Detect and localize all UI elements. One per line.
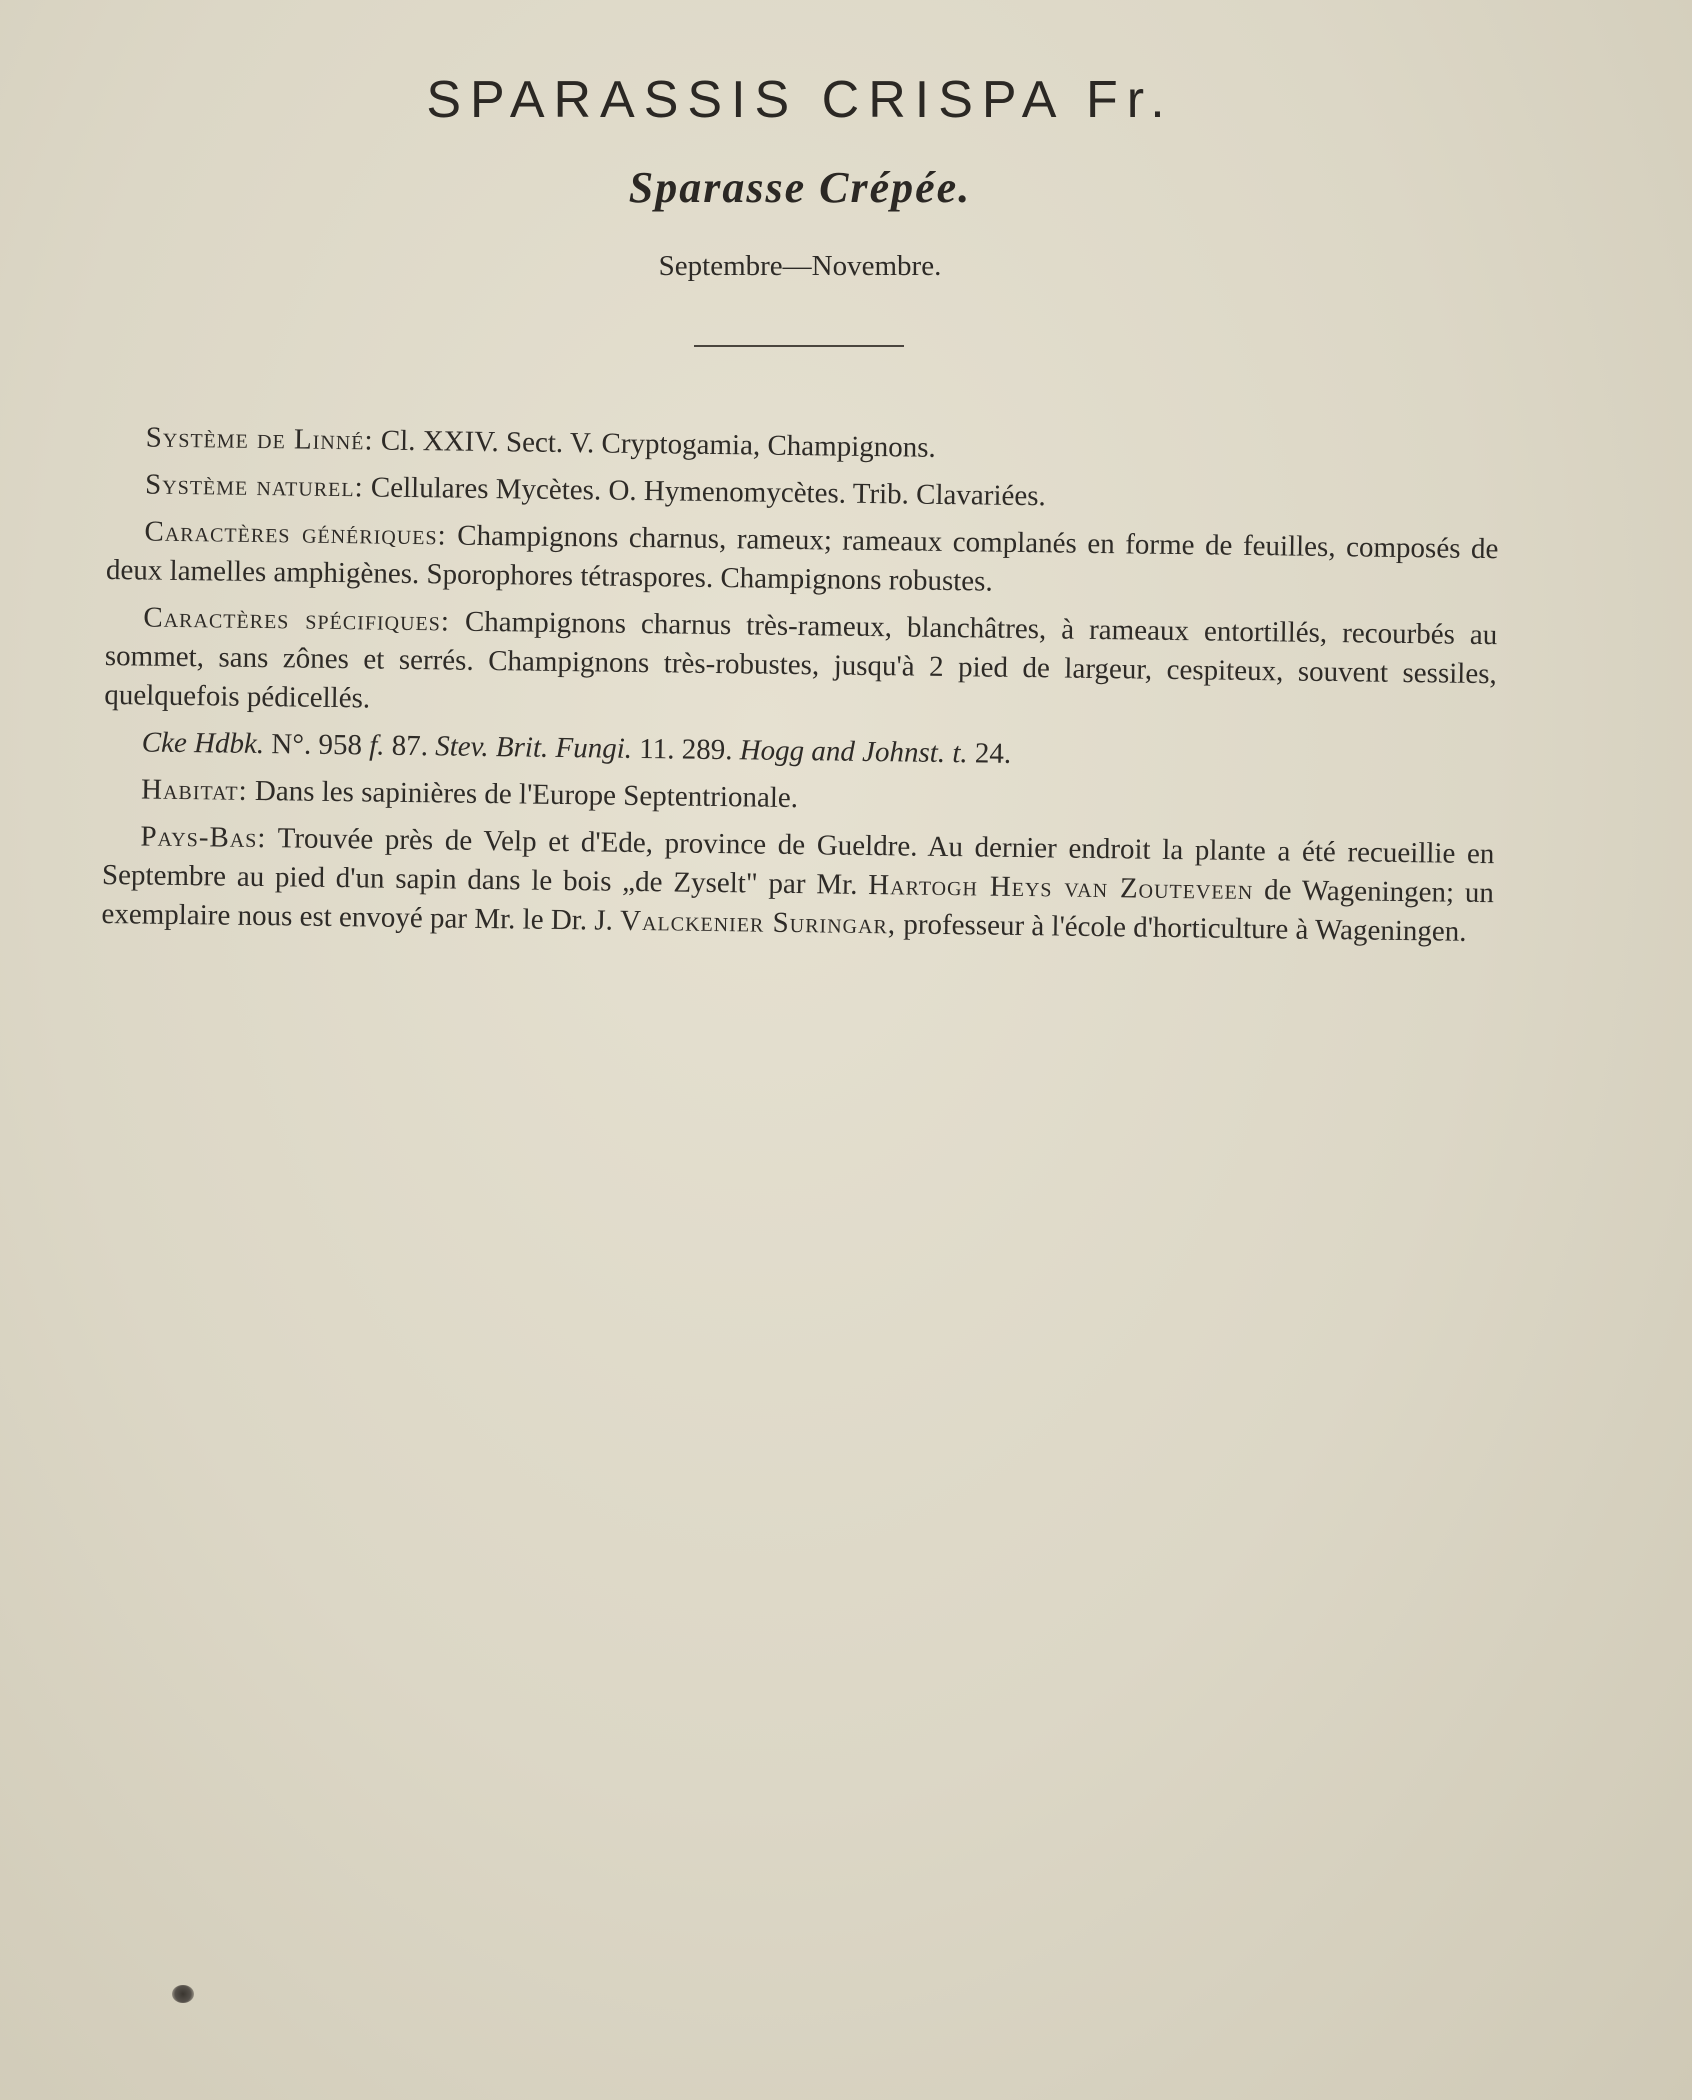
description-body xyxy=(101,418,1500,960)
text-naturel: Cellulares Mycètes. O. Hymenomycètes. Trib. Clavariées. xyxy=(370,471,1046,513)
text-paysbas-2: de Wageningen; un exemplaire nous est envoyé par Mr. le Dr. J. xyxy=(101,874,1495,937)
ref-cooke-fnum: 87. xyxy=(391,729,429,763)
text-habitat: Dans les sapinières de l'Europe Septentrionale. xyxy=(254,774,799,815)
paragraph-generiques xyxy=(106,512,1499,608)
ref-stevenson: Stev. Brit. Fungi. xyxy=(435,730,633,765)
text-paysbas-1: Trouvée près de Velp et d'Ede, province de Gueldre. Au dernier endroit la plante a été recueillie en Septembre au pied d'un sapin dans le bois „de Zyselt" par Mr. xyxy=(101,822,1495,901)
label-naturel: Système naturel: xyxy=(144,468,364,504)
paragraph-specifiques xyxy=(104,598,1497,733)
label-linne: Système de Linné: xyxy=(145,421,374,457)
paragraph-habitat xyxy=(103,770,1495,827)
name-hartogh: Hartogh Heys van Zouteveen xyxy=(868,868,1254,907)
label-habitat: Habitat: xyxy=(140,773,248,807)
name-valckenier: Valckenier Suringar, xyxy=(619,904,897,941)
label-specifiques: Caractères spécifiques: xyxy=(143,601,451,638)
season-line: Septembre—Novembre. xyxy=(658,250,942,282)
paragraph-references xyxy=(103,723,1495,780)
paragraph-naturel xyxy=(107,465,1499,522)
ref-cooke-f: f. xyxy=(368,729,385,762)
ref-stevenson-number: 11. 289. xyxy=(639,732,733,767)
page-subtitle: Sparasse Crépée. xyxy=(628,163,972,212)
text-specifiques: Champignons charnus très-rameux, blanchâtres, à rameaux entortillés, recourbés au sommet, sans zônes et serrés. Champignons très-robustes, jusqu'à 2 pied de largeur, cespiteux, souvent sessiles, quelquefois pédicellés. xyxy=(104,605,1498,715)
ref-cooke-number: N°. 958 xyxy=(271,728,363,762)
ink-spot xyxy=(172,1985,194,2003)
page-title: SPARASSIS CRISPA Fr. xyxy=(426,71,1174,129)
text-paysbas-3: professeur à l'école d'horticulture à Wageningen. xyxy=(903,908,1467,948)
ref-cooke: Cke Hdbk. xyxy=(141,726,265,761)
divider-rule xyxy=(694,345,904,347)
ref-hogg: Hogg and Johnst. t. xyxy=(739,734,968,770)
text-linne: Cl. XXIV. Sect. V. Cryptogamia, Champignons. xyxy=(380,424,937,464)
label-paysbas: Pays-Bas: xyxy=(140,820,267,855)
paragraph-linne xyxy=(107,418,1499,475)
text-generiques: Champignons charnus, rameux; rameaux complanés en forme de feuilles, composés de deux lamelles amphigènes. Sporophores tétraspores. Champignons robustes. xyxy=(105,519,1499,598)
label-generiques: Caractères génériques: xyxy=(144,515,447,552)
ref-hogg-number: 24. xyxy=(974,737,1012,770)
paragraph-paysbas xyxy=(101,817,1494,952)
